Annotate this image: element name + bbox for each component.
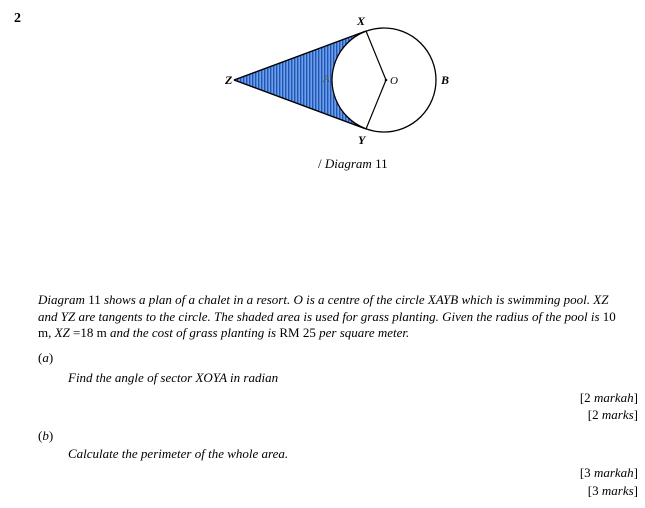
part-b-ms-close: ]	[633, 465, 638, 480]
label-b: B	[441, 73, 450, 87]
part-b-en-open: [3	[587, 483, 602, 498]
part-a-marks-en	[588, 407, 638, 423]
part-a-marks-ms	[580, 390, 638, 406]
part-a-en-close: ]	[633, 407, 638, 422]
part-b-text: Calculate the perimeter of the whole area.	[68, 446, 289, 461]
intro-part-2: 11	[84, 292, 104, 307]
intro-part-8: RM 25	[279, 325, 316, 340]
part-b-ms-open: [3	[579, 465, 594, 480]
part-a-en-word: marks	[601, 407, 634, 422]
intro-part-5: XZ	[54, 325, 70, 340]
part-b-en-word: marks	[601, 483, 634, 498]
part-b-open-paren: (	[38, 428, 43, 443]
intro-part-7: and the cost of grass planting is	[110, 325, 280, 340]
label-x: X	[357, 14, 366, 28]
part-b-close-paren: )	[48, 428, 54, 443]
shaded-grass-area	[234, 31, 366, 129]
question-number: 2	[14, 11, 21, 26]
part-a-ms-word: markah	[593, 390, 634, 405]
intro-part-4: 10 m,	[38, 308, 616, 340]
radius-ox	[366, 31, 386, 80]
caption-prefix: /	[318, 156, 325, 171]
label-z: Z	[225, 73, 233, 87]
part-a-ms-open: [2	[579, 390, 594, 405]
part-a-open-paren: (	[38, 350, 43, 365]
part-a-close-paren: )	[48, 350, 54, 365]
part-b-label	[38, 428, 53, 444]
label-a: A	[323, 73, 330, 85]
intro-part-3: shows a plan of a chalet in a resort. O is a centre of the circle XAYB which is swimming pool. XZ and YZ are tangents to the circle. The shaded area is used for grass planting. Given the radius of the pool is	[38, 292, 609, 324]
pool-circle	[332, 28, 436, 132]
center-point	[385, 79, 388, 82]
intro-part-1: Diagram	[38, 292, 85, 307]
intro-part-6: =18 m	[69, 325, 110, 340]
label-o: O	[390, 75, 398, 87]
part-b-en-close: ]	[633, 483, 638, 498]
caption-number: 11	[371, 156, 388, 171]
part-a-ms-close: ]	[633, 390, 638, 405]
part-a-letter: a	[42, 350, 49, 365]
part-b-letter: b	[42, 428, 49, 443]
part-a-en-open: [2	[587, 407, 602, 422]
diagram-caption	[318, 156, 388, 172]
question-intro	[38, 292, 628, 342]
radius-oy	[366, 80, 386, 129]
label-y: Y	[358, 133, 366, 147]
part-a-text: Find the angle of sector XOYA in radian	[68, 370, 279, 385]
intro-part-9: per square meter.	[315, 325, 410, 340]
caption-word: Diagram	[324, 156, 372, 171]
part-b-ms-word: markah	[593, 465, 634, 480]
part-a-label	[38, 350, 53, 366]
part-b-marks-ms	[580, 465, 638, 481]
part-b-marks-en	[588, 483, 638, 499]
